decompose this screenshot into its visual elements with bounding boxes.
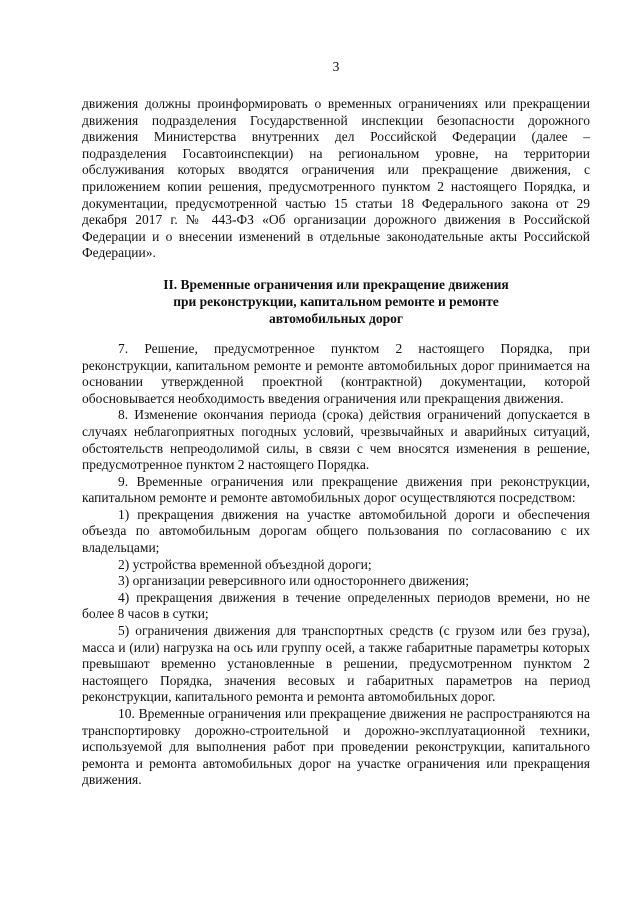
document-page xyxy=(82,58,590,789)
paragraph-7: 7. Решение, предусмотренное пунктом 2 настоящего Порядка, при реконструкции, капитальном ремонте и ремонте автомобильных дорог принимается на основании утвержденной проектной (контрактной) документации, которой обосновывается необходимость введения ограничения или прекращения движения. xyxy=(82,340,590,406)
section-heading-line-3: автомобильных дорог xyxy=(268,310,404,326)
paragraph-8: 8. Изменение окончания периода (срока) действия ограничений допускается в случаях неблагоприятных погодных условий, чрезвычайных и аварийных ситуаций, обстоятельств непреодолимой силы, в связи с чем вносятся изменения в решение, предусмотренное пунктом 2 настоящего Порядка. xyxy=(82,407,590,473)
list-item-1: 1) прекращения движения на участке автомобильной дороги и обеспечения объезда по автомобильным дорогам общего пользования по согласованию с их владельцами; xyxy=(82,506,590,556)
section-heading xyxy=(82,276,590,327)
section-heading-line-1: II. Временные ограничения или прекращение движения xyxy=(163,276,509,292)
page-number: 3 xyxy=(332,59,340,74)
list-item-4: 4) прекращения движения в течение определенных периодов времени, но не более 8 часов в сутки; xyxy=(82,589,590,622)
list-item-5: 5) ограничения движения для транспортных средств (с грузом или без груза), масса и (или) нагрузка на ось или группу осей, а также габаритные параметры которых превышают временно установленные в решении, предусмотренном пунктом 2 настоящего Порядка, значения весовых и габаритных параметров на период реконструкции, капитального ремонта и ремонта автомобильных дорог. xyxy=(82,623,590,705)
intro-paragraph: движения должны проинформировать о временных ограничениях или прекращении движения подразделения Государственной инспекции безопасности дорожного движения Министерства внутренних дел Российской Федерации (далее – подразделения Госавтоинспекции) на региональном уровне, на территории обслуживания которых вводятся ограничения или прекращение движения, с приложением копии решения, предусмотренного пунктом 2 настоящего Порядка, и документации, предусмотренной частью 15 статьи 18 Федерального закона от 29 декабря 2017 г. № 443-ФЗ «Об организации дорожного движения в Российской Федерации и о внесении изменений в отдельные законодательные акты Российской Федерации». xyxy=(82,96,590,261)
section-heading-line-2: при реконструкции, капитальном ремонте и ремонте xyxy=(173,293,499,309)
list-item-3: 3) организации реверсивного или одностороннего движения; xyxy=(118,573,469,589)
paragraph-10: 10. Временные ограничения или прекращение движения не распространяются на транспортировку дорожно-строительной и дорожно-эксплуатационной техники, используемой для выполнения работ при проведении реконструкции, капитального ремонта и ремонта автомобильных дорог на участке ограничения или прекращения движения. xyxy=(82,706,590,788)
list-item-2: 2) устройства временной объездной дороги; xyxy=(118,556,372,572)
paragraph-9: 9. Временные ограничения или прекращение движения при реконструкции, капитальном ремонте и ремонте автомобильных дорог осуществляются посредством: xyxy=(82,473,590,506)
